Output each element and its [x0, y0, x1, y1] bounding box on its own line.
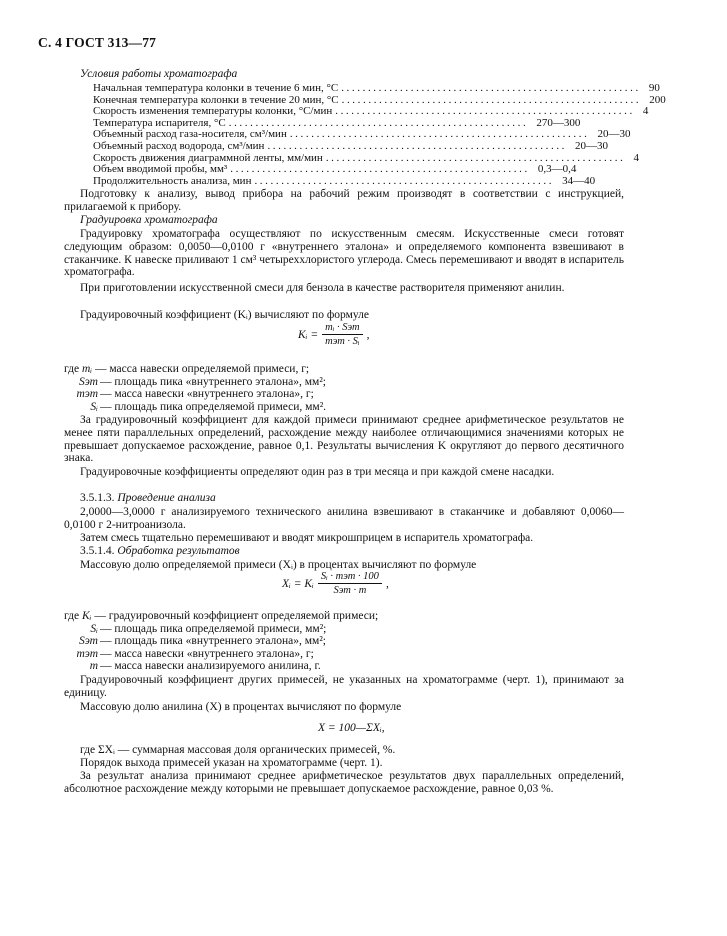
legend-formula-2 — [64, 610, 378, 673]
formula-denominator: Sэт · m — [333, 585, 367, 596]
formula-numerator: Sᵢ · mэт · 100 — [318, 571, 382, 584]
conditions-row: Скорость изменения температуры колонки, °С/мин ........................................................ 4 — [93, 105, 649, 118]
legend-line: Sэт — площадь пика «внутреннего эталона», мм²; — [79, 635, 326, 648]
paragraph-sum: где ΣXᵢ — суммарная массовая доля органических примесей, %. — [80, 744, 396, 756]
paragraph-preparation: Подготовку к анализу, вывод прибора на рабочий режим производят в соответствии с инструкцией, прилагаемой к прибору. — [64, 188, 624, 213]
paragraph-coef-intro: Градуировочный коэффициент (Kᵢ) вычисляют по формуле — [80, 309, 369, 321]
paragraph-order: Порядок выхода примесей указан на хроматограмме (черт. 1). — [80, 757, 383, 769]
paragraph-result: За результат анализа принимают среднее арифметическое результатов двух параллельных определений, абсолютное расхождение между которыми не превышает допускаемое расхождение, равное 0,03 %. — [64, 770, 624, 795]
conditions-row: Скорость движения диаграммной ленты, мм/мин ........................................................ 4 — [93, 151, 639, 164]
paragraph-calibration: Градуировку хроматографа осуществляют по искусственным смесям. Искусственные смеси готовят следующим образом: 0,0050—0,0100 г «внутреннего эталона» и определяемого компонента взвешивают в стаканчике. К навеске приливают 1 см³ четыреххлористого углерода. Смесь перемешивают и вводят в испаритель хроматографа. — [64, 228, 624, 279]
paragraph-mass-intro: Массовую долю определяемой примеси (Xᵢ) в процентах вычисляют по формуле — [80, 559, 477, 571]
formula-tail: , — [385, 577, 389, 590]
legend-formula-1 — [64, 363, 326, 413]
paragraph-average: За градуировочный коэффициент для каждой примеси принимают среднее арифметическое результатов не менее пяти параллельных определений, расхождение между наиболее отличающимися значениями которых не превышает допускаемое расхождение, равное 0,1. Результаты вычисления K округляют до первого десятичного знака. — [64, 414, 624, 465]
paragraph-weigh: 2,0000—3,0000 г анализируемого технического анилина взвешивают в стаканчике и добавляют 0,0060—0,0100 г 2-нитроанизола. — [64, 506, 624, 531]
conditions-title: Условия работы хроматографа — [80, 68, 238, 80]
formula-fraction — [322, 322, 362, 347]
paragraph-benzene: При приготовлении искусственной смеси для бензола в качестве растворителя применяют анилин. — [80, 282, 565, 294]
formula-impurity-mass — [282, 571, 389, 596]
paragraph-period: Градуировочные коэффициенты определяют один раз в три месяца и при каждой смене насадки. — [80, 466, 555, 478]
conditions-row: Объемный расход водорода, см³/мин ........................................................ 20—30 — [93, 139, 609, 152]
legend-line: Sᵢ — площадь пика определяемой примеси, мм². — [90, 400, 327, 413]
formula-lhs: Xᵢ = Kᵢ — [282, 577, 314, 590]
conditions-row: Конечная температура колонки в течение 20 мин, °С ........................................................ 200 — [93, 93, 666, 106]
paragraph-aniline-intro: Массовую долю анилина (X) в процентах вычисляют по формуле — [80, 701, 402, 713]
section-3-5-1-3: 3.5.1.3. Проведение анализа — [80, 492, 216, 504]
legend-line: mэт — масса навески «внутреннего эталона», г; — [76, 388, 314, 401]
paragraph-mix: Затем смесь тщательно перемешивают и вводят микрошприцем в испаритель хроматографа. — [80, 532, 534, 544]
page-header: С. 4 ГОСТ 313—77 — [38, 35, 157, 50]
conditions-row: Начальная температура колонки в течение 6 мин, °С ........................................................ 90 — [93, 82, 660, 94]
legend-line: mэт — масса навески «внутреннего эталона», г; — [76, 647, 314, 660]
conditions-row: Объемный расход газа-носителя, см³/мин ........................................................ 20—30 — [93, 128, 631, 141]
paragraph-other-impurities: Градуировочный коэффициент других примесей, не указанных на хроматограмме (черт. 1), принимают за единицу. — [64, 674, 624, 699]
legend-line: m — масса навески анализируемого анилина, г. — [89, 660, 321, 673]
conditions-row: Температура испарителя, °С ........................................................ 270—300 — [93, 116, 581, 129]
section-3-5-1-4: 3.5.1.4. Обработка результатов — [80, 545, 240, 557]
conditions-row: Объем вводимой пробы, мм³ ........................................................ 0,3—0,4 — [93, 163, 577, 176]
formula-aniline: X = 100—ΣXᵢ, — [318, 722, 385, 734]
formula-denominator: mэт · Sᵢ — [325, 336, 360, 347]
conditions-row: Продолжительность анализа, мин ........................................................ 34—40 — [93, 174, 596, 187]
heading-analysis: Проведение анализа — [117, 492, 216, 504]
legend-line: Sэт — площадь пика «внутреннего эталона», мм²; — [79, 375, 326, 388]
legend-line: где Kᵢ — градуировочный коэффициент определяемой примеси; — [64, 610, 379, 622]
heading-results: Обработка результатов — [117, 545, 240, 557]
legend-line: где mᵢ — масса навески определяемой примеси, г; — [64, 363, 310, 375]
formula-lhs: Kᵢ = — [298, 328, 319, 341]
formula-numerator: mᵢ · Sэт — [322, 322, 362, 335]
conditions-table — [93, 82, 666, 187]
formula-calibration-coefficient — [298, 322, 369, 347]
legend-line: Sᵢ — площадь пика определяемой примеси, мм²; — [90, 622, 327, 635]
formula-tail: , — [366, 328, 370, 341]
heading-calibration: Градуировка хроматографа — [80, 214, 218, 226]
formula-fraction — [318, 571, 382, 596]
